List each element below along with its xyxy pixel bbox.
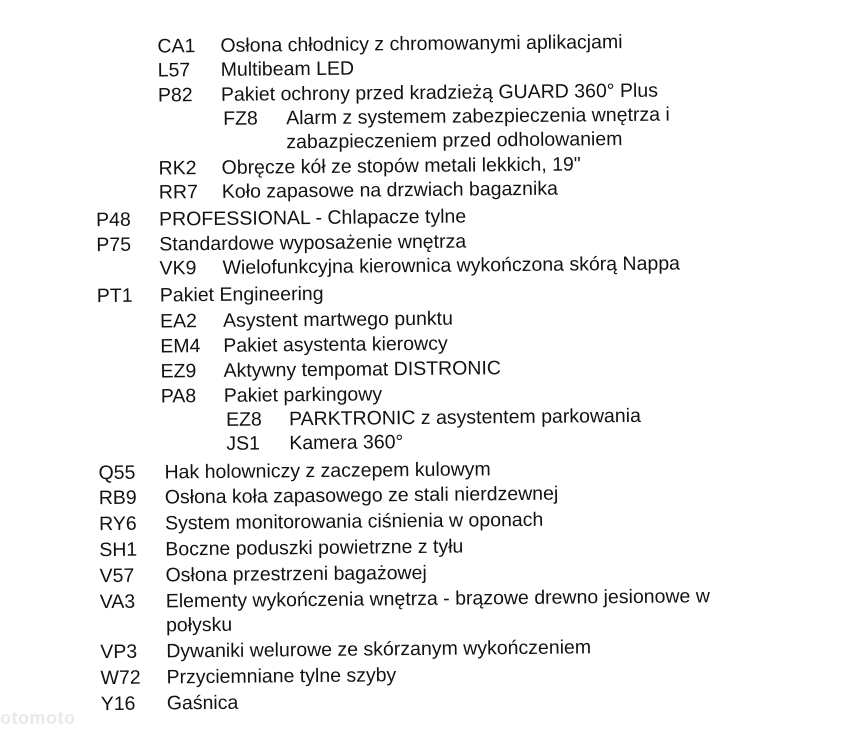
option-code: RK2 [158,157,197,180]
option-code: Y16 [100,692,136,716]
option-label: Kamera 360° [289,431,404,455]
option-code: CA1 [157,35,196,58]
option-label: Obręcze kół ze stopów metali lekkich, 19" [221,153,581,179]
option-code: RY6 [98,512,137,536]
option-code: L57 [157,59,191,82]
option-label: Pakiet ochrony przed kradzieżą GUARD 360° Plus [220,79,659,106]
option-label: Elementy wykończenia wnętrza - brązowe drewno jesionowe w [165,585,710,613]
option-code: VA3 [99,590,136,614]
option-label: Osłona koła zapasowego ze stali nierdzewnej [164,482,559,509]
option-label: Koło zapasowe na drzwiach bagaznika [221,177,558,203]
option-label: Multibeam LED [220,57,355,81]
option-code: P75 [96,233,132,257]
option-code: EZ9 [160,360,197,383]
option-label: Boczne poduszki powietrzne z tyłu [165,535,464,561]
option-code: EM4 [160,335,201,358]
option-code: JS1 [226,432,260,455]
option-code: V57 [99,564,135,588]
option-label: PARKTRONIC z asystentem parkowania [288,404,641,431]
option-code: PA8 [160,385,197,408]
option-code: SH1 [99,538,138,562]
option-label: Standardowe wyposażenie wnętrza [159,230,467,256]
option-code: VK9 [159,257,197,280]
option-code: PT1 [96,284,133,308]
option-label: PROFESSIONAL - Chlapacze tylne [159,205,467,231]
option-code: FZ8 [223,107,258,130]
option-label: Dywaniki welurowe ze skórzanym wykończeniem [166,636,592,663]
option-code: P48 [96,208,131,232]
option-label: Asystent martwego punktu [222,307,453,332]
option-label: Hak holowniczy z zaczepem kulowym [164,458,491,484]
watermark-logo: otomoto [0,708,76,728]
option-label: Gaśnica [166,691,239,715]
option-code: W72 [100,666,141,690]
option-label: połysku [165,613,233,637]
option-label: zabazpieczeniem przed odholowaniem [286,128,623,154]
option-label: System monitorowania ciśnienia w oponach [164,508,544,535]
option-label: Alarm z systemem zabezpieczenia wnętrza i [286,103,670,130]
option-code: P82 [157,84,193,107]
option-label: Pakiet asystenta kierowcy [223,332,448,357]
option-code: EZ8 [225,408,262,431]
option-code: Q55 [98,461,136,485]
option-label: Osłona przestrzeni bagażowej [165,561,427,587]
option-code: VP3 [100,640,138,664]
option-code: RB9 [98,486,137,510]
option-label: Aktywny tempomat DISTRONIC [223,357,502,382]
option-label: Przyciemniane tylne szyby [166,664,397,689]
option-code: RR7 [158,181,198,204]
option-label: Osłona chłodnicy z chromowanymi aplikacjami [220,31,623,57]
option-label: Pakiet Engineering [159,282,324,307]
option-label: Pakiet parkingowy [223,383,383,407]
option-code: EA2 [159,310,198,333]
option-label: Wielofunkcyjna kierownica wykończona skórą Nappa [222,252,681,279]
